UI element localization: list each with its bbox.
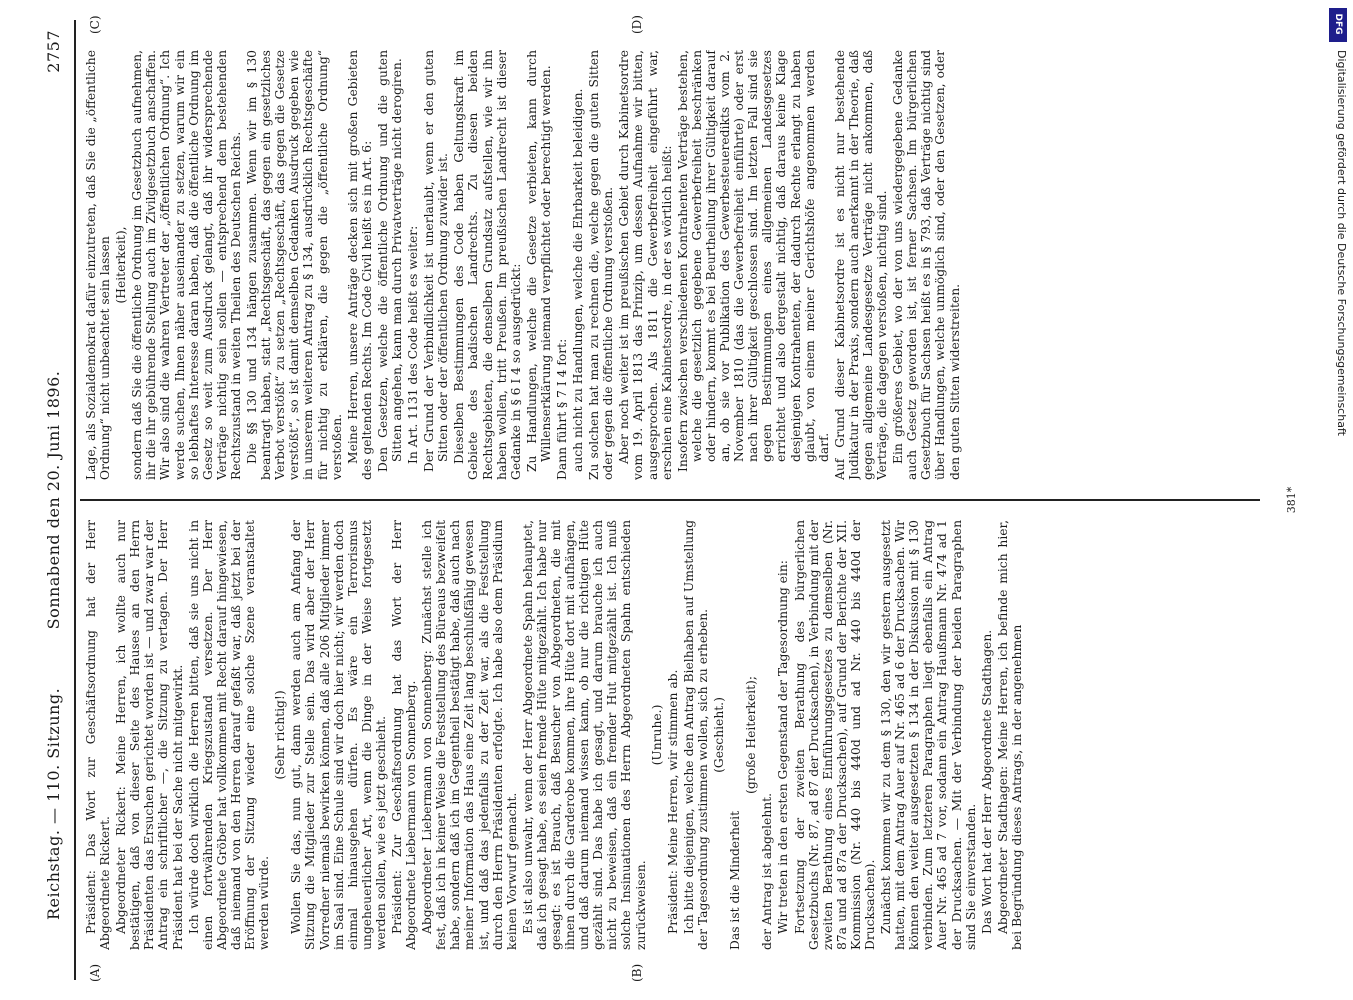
sheet-signature: 381* [1285,486,1298,514]
paragraph: Wollen Sie das, nun gut, dann werden auch am Anfang der Sitzung die Mitglieder zur Stelle sein. Das wird aber der Herr Vorredner niemals bewirken können, daß alle 206 Mitglieder immer im Saal sind. Eine Schule sind wir doch hier nicht; wir werden doch einmal hinausgehen dürfen. Es wäre ein Terrorismus ungeheuerlicher Art, wenn die Dinge in der Weise fortgesetzt werden sollen, wie es jetzt geschieht. [289,520,388,950]
quotation: auch nicht zu Handlungen, welche die Ehrbarkeit beleidigen. [571,88,586,472]
interjection: (große Heiterkeit); [744,676,759,794]
margin-marker-b: (B) [630,963,644,982]
paragraph: der Antrag ist abgelehnt. [760,792,775,950]
paragraph: Ich würde doch wirklich die Herren bitten, daß sie uns nicht in einen fortwährenden Kriegszustand versetzen. Der Herr Abgeordnete Gröber hat vollkommen mit Recht darauf hingewiesen, daß niemand von den Herren darauf gefaßt war, daß jetzt bei der Eröffnung der Sitzung wieder eine solche Szene veranstaltet werden würde. [186,520,272,950]
paragraph: In Art. 1131 des Code heißt es weiter: [406,225,421,464]
paragraph: Wir treten in den ersten Gegenstand der Tagesordnung ein: [776,560,791,934]
quotation: Der Grund der Verbindlichkeit ist unerlaubt, wenn er den guten Sitten oder der öffentlichen Ordnung zuwider ist. [422,50,451,472]
column-divider [80,499,1260,501]
rotated-page [40,0,1300,1000]
dfg-logo-text: DFG [1333,13,1343,35]
header-date: Sonnabend den 20. Juni 1896. [44,370,63,630]
paragraph: Das Wort hat der Herr Abgeordnete Stadthagen. [979,629,994,934]
interjection: (Sehr richtig!) [273,690,288,780]
interjection: (Unruhe.) [649,704,664,766]
paragraph: Zu solchen hat man zu rechnen die, welche gegen die guten Sitten oder gegen die öffentliche Ordnung verstoßen. [587,50,616,480]
paragraph: Das ist die Minderheit [728,810,743,950]
paragraph: Ich bitte diejenigen, welche den Antrag Bielhaben auf Umstellung der Tagesordnung zustimmen wollen, sich zu erheben. [681,520,710,950]
paragraph: Zunächst kommen wir zu dem § 130, den wir gestern ausgesetzt hatten, mit dem Antrag Auer auf Nr. 465 ad 6 der Drucksachen. Wir können den weiter ausgesetzten § 134 in der Diskussion mit § 130 verbinden. Zum letzteren Paragraphen liegt ebenfalls ein Antrag Auer Nr. 465 ad 7 vor, sodann ein Antrag Haußmann Nr. 474 ad 1 der Drucksachen. — Mit der Verbindung der beiden Paragraphen sind Sie einverstanden. [879,520,978,950]
paragraph: Meine Herren, unsere Anträge decken sich mit großen Gebieten des geltenden Rechts. Im Code Civil heißt es in Art. 6: [345,50,374,480]
paragraph: Präsident: Meine Herren, wir stimmen ab. [665,669,680,934]
left-column [84,520,1264,950]
paragraph: Lage, als Sozialdemokrat dafür einzutreten, daß Sie die „öffentliche Ordnung“ nicht unbeachtet sein lassen [84,50,113,480]
agenda-item: Fortsetzung der zweiten Berathung des bürgerlichen Gesetzbuchs (Nr. 87, ad 87 der Drucksachen), in Verbindung mit der zweiten Berathung eines Einführungsgesetzes zu demselben (Nr. 87a und ad 87a der Drucksachen), auf Grund der Berichte der XII. Kommission (Nr. 440 bis 440d und ad Nr. 440 bis 440d der Drucksachen). [792,520,877,950]
page-header [44,20,74,980]
paragraph: Abgeordneter Rickert: Meine Herren, ich wollte auch nur bestätigen, daß von dieser Seite des Hauses an den Herrn Präsidenten das Ersuchen gerichtet worden ist — und zwar war der Antrag ein schriftlicher —, die Sitzung zu vertagen. Der Herr Präsident hat bei der Sache nicht mitgewirkt. [114,520,185,950]
interjection: (Heiterkeit), [114,226,129,304]
paragraph: Präsident: Zur Geschäftsordnung hat das Wort der Herr Abgeordnete Liebermann von Sonnenberg. [389,520,419,950]
margin-marker-a: (A) [88,963,102,982]
paragraph: Dann führt § 7 I 4 fort: [555,338,569,480]
digitization-credit [1327,0,1353,1000]
dfg-logo [1329,8,1347,42]
header-rule [74,20,76,980]
credit-text: Digitalisierung gefördert durch die Deutsche Forschungsgemeinschaft [1335,50,1348,436]
margin-marker-d: (D) [630,15,644,34]
page-number: 2757 [44,30,63,73]
interjection: (Geschieht.) [712,697,727,773]
paragraph: Die §§ 130 und 134 hängen zusammen. Wenn wir im § 130 beantragt haben, statt „Rechtsgeschäft, das gegen ein gesetzliches Verbot verstößt“ zu setzen „Rechtsgeschäft, das gegen die Gesetze verstößt“, so ist damit demselben Gedanken Ausdruck gegeben wie in unserem weiteren Antrag zu § 134, ausdrücklich Rechtsgeschäfte für nichtig zu erklären, die gegen die „öffentliche Ordnung“ verstoßen. [245,50,344,480]
paragraph: Präsident: Das Wort zur Geschäftsordnung hat der Herr Abgeordnete Rickert. [84,520,113,950]
header-left: Reichstag. — 110. Sitzung. [44,687,63,920]
margin-marker-c: (C) [88,15,102,34]
quotation: Insofern zwischen verschiedenen Kontrahenten Verträge bestehen, welche die gesetzlich gegebene Gewerbefreiheit beschränken oder hindern, kommt es bei Beurtheilung ihrer Gültigkeit darauf an, ob sie vor Publikation des Gewerbesteueredikts vom 2. November 1810 (das die Gewerbefreiheit einführte) oder erst nach ihrer Gültigkeit geschlossen sind. Im letzten Fall sind sie gegen Bestimmungen eines allgemeinen Landesgesetzes errichtet und also dergestalt nichtig, daß daraus keine Klage desjenigen Kontrahenten, der dadurch Rechte erlangt zu haben glaubt, von einem meiner Gerichtshöfe angenommen werden darf. [675,50,831,472]
paragraph: Dieselben Bestimmungen des Code haben Geltungskraft im Gebiete des badischen Landrechts. Zu diesen beiden Rechtsgebieten, die denselben Grundsatz aufstellen, wie wir ihn haben wollen, tritt Preußen. Im preußischen Landrecht ist dieser Gedanke in § 6 I 4 so ausgedrückt: [452,50,523,480]
paragraph: Aber noch weiter ist im preußischen Gebiet durch Kabinetsordre vom 19. April 1813 das Prinzip, um dessen Aufnahme wir bitten, ausgesprochen. Als 1811 die Gewerbefreiheit eingeführt war, erschien eine Kabinetsordre, in der es wörtlich heißt: [617,50,674,480]
paragraph: Abgeordneter Stadthagen: Meine Herren, ich befinde mich hier, bei Begründung dieses Antrags, in der angenehmen [995,520,1024,950]
paragraph: Abgeordneter Liebermann von Sonnenberg: Zunächst stelle ich fest, daß ich in keiner Weise die Feststellung des Büreaus bezweifelt habe, sondern daß ich im Gegentheil bestätigt habe, daß auch nach meiner Information das Haus eine Zeit lang beschlußfähig gewesen ist, und daß das jedenfalls zu der Zeit war, als die Feststellung durch den Herrn Präsidenten erfolgte. Ich habe also dem Präsidium keinen Vorwurf gemacht. [420,520,519,950]
quotation: Zu Handlungen, welche die Gesetze verbieten, kann durch Willenserklärung niemand verpflichtet oder berechtigt werden. [524,50,553,472]
paragraph: Ein größeres Gebiet, wo der von uns wiedergegebene Gedanke auch Gesetz geworden ist, ist ferner Sachsen. Im bürgerlichen Gesetzbuch für Sachsen heißt es in § 793, daß Verträge nichtig sind über Handlungen, welche unmöglich sind, oder den Gesetzen, oder den guten Sitten widerstreiten. [891,50,962,480]
right-column [84,50,1264,480]
paragraph: Auf Grund dieser Kabinetsordre ist es nicht nur bestehende Judikatur in der Praxis, sondern auch anerkannt in der Theorie, daß gegen allgemeine Landesgesetze Verträge nicht ankommen, daß Verträge, die dagegen verstoßen, nichtig sind. [832,50,890,480]
paragraph: sondern daß Sie die öffentliche Ordnung im Gesetzbuch aufnehmen, ihr die ihr gebührende Stellung auch im Zivilgesetzbuch anschaffen. Wir also sind die wahren Vertreter der „öffentlichen Ordnung“. Ich werde suchen, Ihnen näher auseinander zu setzen, warum wir ein so lebhaftes Interesse daran haben, daß die öffentliche Ordnung im Gesetz so weit zum Ausdruck gelangt, daß ihr widersprechende Verträge nichtig sein sollen — entsprechend dem bestehenden Rechtszustand in weiten Theilen des Deutschen Reichs. [130,50,243,480]
paragraph: Es ist also unwahr, wenn der Herr Abgeordnete Spahn behauptet, daß ich gesagt habe, es seien fremde Hüte mitgezählt. Ich habe nur gesagt: es ist Brauch, daß Besucher von Abgeordneten, die mit ihnen durch die Garderobe kommen, ihre Hüte dort mit aufhängen, und daß darum niemand wissen kann, ob nur die richtigen Hüte gezählt sind. Das habe ich gesagt, und darum brauche ich auch nicht zu beweisen, daß ein fremder Hut mitgezählt ist. Ich muß solche Insinuationen des Herrn Abgeordneten Spahn entschieden zurückweisen. [520,520,648,950]
quotation: Den Gesetzen, welche die öffentliche Ordnung und die guten Sitten angehen, kann man durch Privatverträge nicht derogiren. [375,50,404,472]
